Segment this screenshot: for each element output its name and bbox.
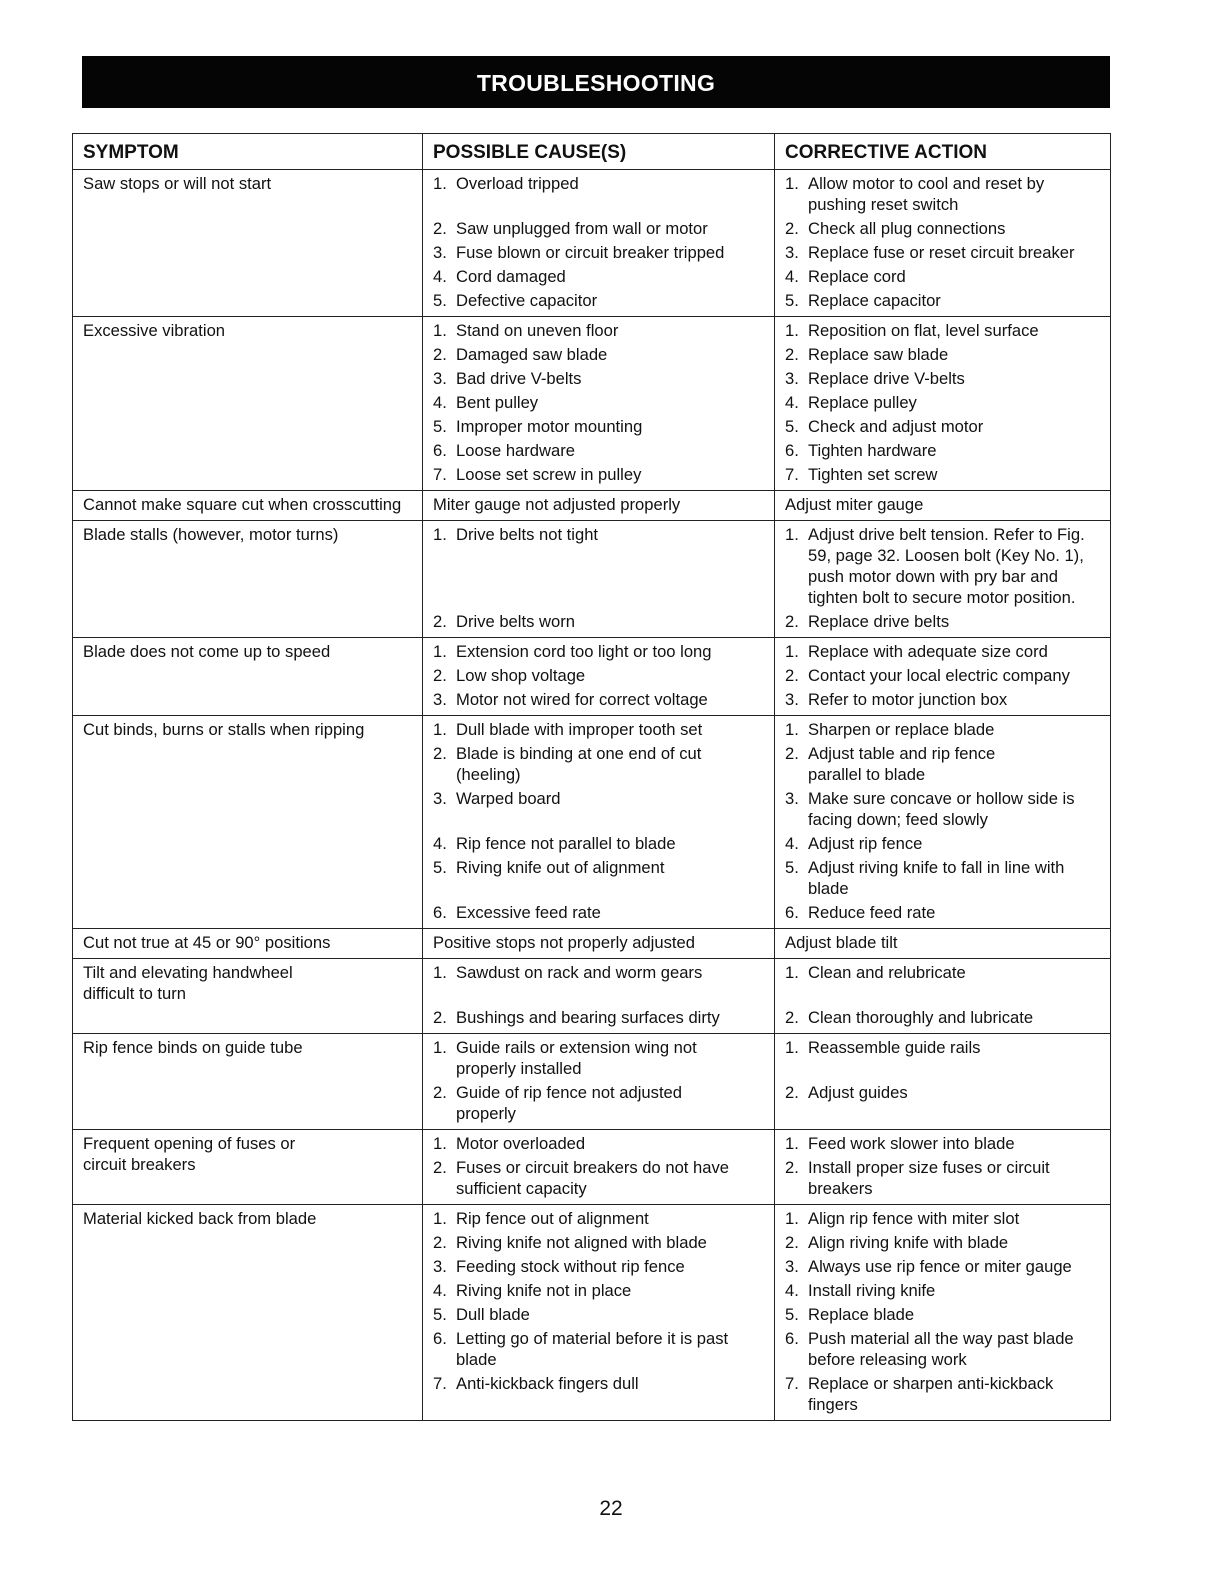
cause-item: 1. Rip fence out of alignment (433, 1209, 649, 1228)
cause-item: 1. Drive belts not tight (433, 525, 599, 544)
table-row (73, 1205, 1111, 1421)
cause-item: 6. Excessive feed rate (433, 903, 601, 922)
symptom-cell: Tilt and elevating handwheel difficult to turn (73, 959, 423, 1034)
cause-cell (423, 1034, 775, 1130)
action-cell (775, 1130, 1111, 1205)
troubleshooting-table-container (72, 133, 1110, 1421)
cause-item: 6. Loose hardware (433, 441, 576, 460)
cause-item: 2. Riving knife not aligned with blade (433, 1233, 707, 1252)
action-item: 1. Feed work slower into blade (785, 1134, 1015, 1153)
action-cell (775, 959, 1111, 1034)
cause-item: 2. Bushings and bearing surfaces dirty (433, 1008, 720, 1027)
action-item: 5. Replace capacitor (785, 291, 941, 310)
table-row (73, 929, 1111, 959)
action-item: 2. Replace saw blade (785, 345, 949, 364)
action-item: 1. Reposition on flat, level surface (785, 321, 1039, 340)
cause-item: 1. Extension cord too light or too long (433, 642, 712, 661)
cause-item: 1. Motor overloaded (433, 1134, 586, 1153)
action-cell (775, 491, 1111, 521)
action-item: 4. Adjust rip fence (785, 834, 923, 853)
cause-item: 4. Bent pulley (433, 393, 539, 412)
action-item: 6. Tighten hardware (785, 441, 937, 460)
cause-cell (423, 521, 775, 638)
action-item: 5. Replace blade (785, 1305, 915, 1324)
cause-item: 7. Loose set screw in pulley (433, 465, 642, 484)
cause-item: 3. Fuse blown or circuit breaker tripped (433, 243, 725, 262)
action-item: 2. Contact your local electric company (785, 666, 1070, 685)
action-item: 3. Always use rip fence or miter gauge (785, 1257, 1072, 1276)
symptom-cell: Blade stalls (however, motor turns) (73, 521, 423, 638)
page-number: 22 (599, 1497, 623, 1520)
cause-item: 5. Riving knife out of alignment (433, 858, 665, 877)
action-cell (775, 170, 1111, 317)
cause-item: 2. Fuses or circuit breakers do not have sufficient capacity (433, 1158, 730, 1198)
cause-item: 5. Improper motor mounting (433, 417, 643, 436)
action-item: 6. Push material all the way past blade before releasing work (785, 1329, 1074, 1369)
symptom-cell: Frequent opening of fuses or circuit breakers (73, 1130, 423, 1205)
action-cell (775, 1034, 1111, 1130)
action-item: 2. Clean thoroughly and lubricate (785, 1008, 1034, 1027)
cause-item: 1. Overload tripped (433, 174, 579, 193)
symptom-cell: Blade does not come up to speed (73, 638, 423, 716)
symptom-cell: Cut binds, burns or stalls when ripping (73, 716, 423, 929)
action-item: 1. Allow motor to cool and reset by pushing reset switch (785, 174, 1045, 214)
cause-item: 2. Drive belts worn (433, 612, 575, 631)
action-cell (775, 929, 1111, 959)
cause-item: 3. Feeding stock without rip fence (433, 1257, 685, 1276)
column-header-symptom: SYMPTOM (73, 134, 423, 170)
action-item: 1. Sharpen or replace blade (785, 720, 995, 739)
cause-item: 5. Dull blade (433, 1305, 530, 1324)
table-header-row (73, 134, 1111, 170)
symptom-cell: Saw stops or will not start (73, 170, 423, 317)
cause-item: 2. Damaged saw blade (433, 345, 608, 364)
action-item: 4. Install riving knife (785, 1281, 936, 1300)
troubleshooting-table (72, 133, 1111, 1421)
cause-cell (423, 716, 775, 929)
action-item: 6. Reduce feed rate (785, 903, 936, 922)
cause-cell (423, 929, 775, 959)
cause-cell (423, 170, 775, 317)
action-item: 1. Adjust drive belt tension. Refer to Fig. 59, page 32. Loosen bolt (Key No. 1), push motor down with pry bar and tighten bolt to secure motor position. (785, 525, 1085, 607)
cause-item: 1. Stand on uneven floor (433, 321, 619, 340)
cause-item: 5. Defective capacitor (433, 291, 598, 310)
cause-cell (423, 1205, 775, 1421)
cause-item: 2. Saw unplugged from wall or motor (433, 219, 708, 238)
table-row (73, 716, 1111, 929)
cause-item: 6. Letting go of material before it is past blade (433, 1329, 729, 1369)
action-item: 3. Refer to motor junction box (785, 690, 1008, 709)
action-item: 2. Adjust table and rip fence parallel to blade (785, 744, 996, 784)
action-item: 2. Adjust guides (785, 1083, 908, 1102)
cause-text: Miter gauge not adjusted properly (433, 495, 681, 514)
cause-item: 3. Bad drive V-belts (433, 369, 582, 388)
table-row (73, 1034, 1111, 1130)
action-item: 5. Check and adjust motor (785, 417, 984, 436)
action-item: 1. Reassemble guide rails (785, 1038, 981, 1057)
cause-cell (423, 1130, 775, 1205)
action-cell (775, 638, 1111, 716)
action-item: 2. Install proper size fuses or circuit breakers (785, 1158, 1050, 1198)
symptom-cell: Cannot make square cut when crosscutting (73, 491, 423, 521)
symptom-cell: Cut not true at 45 or 90° positions (73, 929, 423, 959)
cause-item: 1. Guide rails or extension wing not properly installed (433, 1038, 697, 1078)
column-header-corrective-action: CORRECTIVE ACTION (775, 134, 1111, 170)
action-item: 4. Replace pulley (785, 393, 917, 412)
action-item: 3. Make sure concave or hollow side is facing down; feed slowly (785, 789, 1075, 829)
cause-item: 2. Blade is binding at one end of cut (heeling) (433, 744, 702, 784)
table-row (73, 491, 1111, 521)
action-cell (775, 317, 1111, 491)
cause-cell (423, 638, 775, 716)
table-row (73, 317, 1111, 491)
action-item: 7. Replace or sharpen anti-kickback fingers (785, 1374, 1054, 1414)
cause-item: 4. Riving knife not in place (433, 1281, 632, 1300)
action-text: Adjust blade tilt (785, 933, 898, 952)
action-item: 4. Replace cord (785, 267, 906, 286)
cause-item: 2. Low shop voltage (433, 666, 586, 685)
action-item: 2. Check all plug connections (785, 219, 1006, 238)
table-row (73, 521, 1111, 638)
cause-item: 4. Rip fence not parallel to blade (433, 834, 676, 853)
action-cell (775, 716, 1111, 929)
action-item: 7. Tighten set screw (785, 465, 938, 484)
cause-cell (423, 491, 775, 521)
cause-item: 1. Dull blade with improper tooth set (433, 720, 703, 739)
action-item: 1. Clean and relubricate (785, 963, 966, 982)
cause-item: 2. Guide of rip fence not adjusted properly (433, 1083, 683, 1123)
cause-item: 3. Motor not wired for correct voltage (433, 690, 708, 709)
cause-item: 1. Sawdust on rack and worm gears (433, 963, 703, 982)
symptom-cell: Material kicked back from blade (73, 1205, 423, 1421)
cause-item: 7. Anti-kickback fingers dull (433, 1374, 639, 1393)
action-cell (775, 1205, 1111, 1421)
cause-cell (423, 317, 775, 491)
table-row (73, 170, 1111, 317)
symptom-cell: Excessive vibration (73, 317, 423, 491)
page-title: TROUBLESHOOTING (82, 56, 1110, 108)
action-item: 3. Replace drive V-belts (785, 369, 965, 388)
table-row (73, 1130, 1111, 1205)
action-item: 3. Replace fuse or reset circuit breaker (785, 243, 1075, 262)
action-item: 5. Adjust riving knife to fall in line with blade (785, 858, 1065, 898)
action-item: 1. Replace with adequate size cord (785, 642, 1048, 661)
action-item: 2. Replace drive belts (785, 612, 950, 631)
table-row (73, 959, 1111, 1034)
cause-item: 3. Warped board (433, 789, 561, 808)
table-row (73, 638, 1111, 716)
column-header-possible-causes: POSSIBLE CAUSE(S) (423, 134, 775, 170)
cause-item: 4. Cord damaged (433, 267, 566, 286)
action-cell (775, 521, 1111, 638)
symptom-cell: Rip fence binds on guide tube (73, 1034, 423, 1130)
action-text: Adjust miter gauge (785, 495, 924, 514)
action-item: 2. Align riving knife with blade (785, 1233, 1009, 1252)
cause-text: Positive stops not properly adjusted (433, 933, 695, 952)
action-item: 1. Align rip fence with miter slot (785, 1209, 1020, 1228)
cause-cell (423, 959, 775, 1034)
